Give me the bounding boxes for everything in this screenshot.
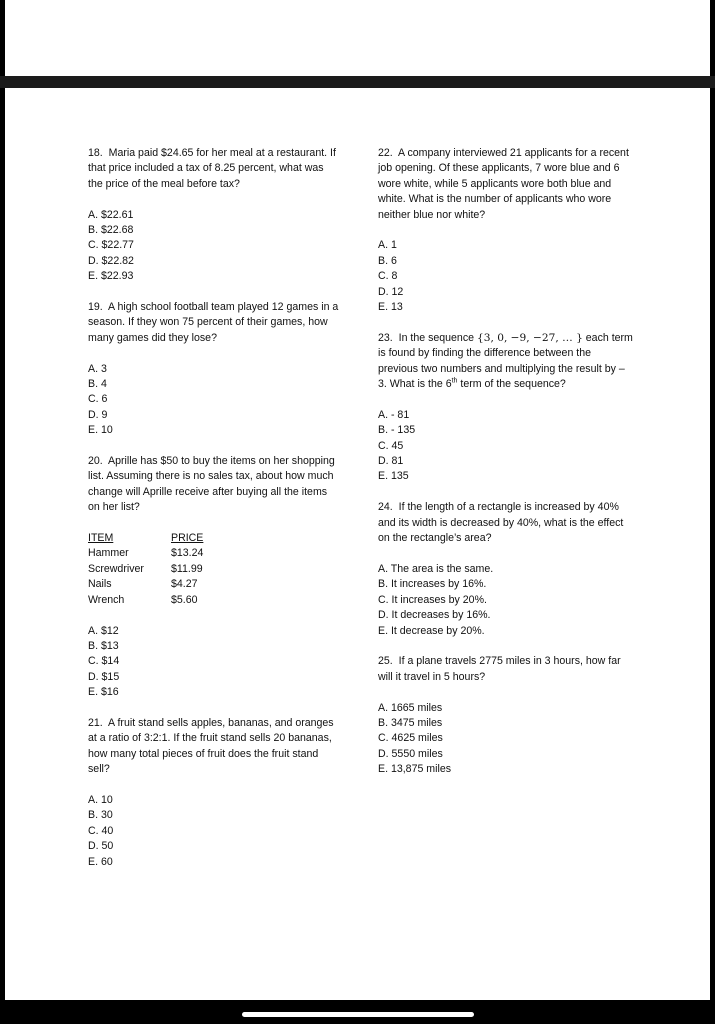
choice-e: E. 13,875 miles — [378, 763, 452, 776]
choice-b: B. 6 — [378, 254, 397, 267]
choice-b: B. $22.68 — [88, 224, 134, 237]
choice-a: A. 1 — [378, 239, 397, 252]
choice-e: E. $22.93 — [88, 270, 134, 283]
choice-d: D. It decreases by 16%. — [378, 609, 491, 622]
price-cell: $11.99 — [171, 562, 203, 575]
item-cell: Wrench — [88, 593, 125, 606]
item-cell: Nails — [88, 578, 112, 591]
choice-e: E. 135 — [378, 470, 409, 483]
choice-c: C. It increases by 20%. — [378, 593, 487, 606]
choice-b: B. - 135 — [378, 424, 416, 437]
question-19 — [88, 300, 340, 439]
choice-d: D. 12 — [378, 285, 404, 298]
shopping-list-table — [88, 531, 203, 608]
question-22-choices — [378, 238, 633, 315]
question-number: 21. — [88, 716, 103, 729]
table-row — [88, 562, 203, 577]
choice-c: C. 8 — [378, 270, 398, 283]
choice-e: E. It decrease by 20%. — [378, 624, 485, 637]
question-18-choices — [88, 208, 340, 285]
question-22 — [378, 146, 633, 315]
question-21 — [88, 716, 340, 870]
question-24-text — [378, 500, 633, 546]
question-21-choices — [88, 793, 340, 870]
left-column — [88, 146, 340, 885]
choice-c: C. 4625 miles — [378, 732, 443, 745]
question-number: 20. — [88, 455, 103, 468]
question-prompt: If a plane travels 2775 miles in 3 hours, how far will it travel in 5 hours? — [378, 655, 621, 683]
table-row — [88, 593, 203, 608]
choice-a: A. $22.61 — [88, 208, 134, 221]
question-18-text — [88, 146, 340, 192]
item-cell: Screwdriver — [88, 562, 144, 575]
choice-e: E. 13 — [378, 301, 403, 314]
choice-a: A. The area is the same. — [378, 562, 494, 575]
question-number: 22. — [378, 147, 393, 159]
question-18 — [88, 146, 340, 285]
table-row — [88, 577, 203, 592]
question-prompt: If the length of a rectangle is increased by 40% and its width is decreased by 40%, what is the effect on the rectangle’s area? — [378, 501, 624, 545]
question-25 — [378, 654, 633, 777]
question-prompt: Aprille has $50 to buy the items on her shopping list. Assuming there is no sales tax, about how much change will Aprille receive after buying all the items on her list? — [88, 455, 335, 514]
choice-d: D. 50 — [88, 840, 114, 853]
question-20 — [88, 454, 340, 700]
sequence-expression: {3, 0, −9, −27, … } — [476, 331, 583, 344]
worksheet-page — [5, 88, 710, 1000]
question-20-text — [88, 454, 340, 516]
choice-b: B. 3475 miles — [378, 716, 443, 729]
choice-c: C. 45 — [378, 439, 404, 452]
price-cell: $5.60 — [171, 593, 198, 606]
choice-e: E. $16 — [88, 686, 119, 699]
choice-d: D. 5550 miles — [378, 747, 443, 760]
question-prompt: A company interviewed 21 applicants for a recent job opening. Of these applicants, 7 wore blue and 6 wore white, while 5 applicants wore both blue and white. What is the number of applicants who wore neither blue nor white? — [378, 147, 629, 221]
right-column — [378, 146, 633, 793]
choice-b: B. $13 — [88, 639, 119, 652]
choice-c: C. $14 — [88, 655, 120, 668]
question-25-text — [378, 654, 633, 685]
item-cell: Hammer — [88, 547, 129, 560]
table-row — [88, 546, 203, 561]
column-header-price: PRICE — [171, 532, 204, 545]
question-24 — [378, 500, 633, 639]
question-prompt-middle: each term is found by finding the difference between the previous two numbers and multiplying the result by – 3. What is the 6 — [378, 331, 633, 391]
choice-a: A. $12 — [88, 624, 119, 637]
home-indicator[interactable] — [242, 1012, 474, 1017]
question-22-text — [378, 146, 633, 223]
choice-b: B. It increases by 16%. — [378, 578, 487, 591]
question-23-choices — [378, 408, 633, 485]
choice-c: C. 6 — [88, 393, 108, 406]
table-header-row — [88, 531, 203, 546]
question-prompt-end: term of the sequence? — [460, 378, 566, 391]
choice-a: A. 10 — [88, 793, 113, 806]
column-header-item: ITEM — [88, 532, 114, 545]
choice-d: D. $22.82 — [88, 254, 134, 267]
choice-b: B. 30 — [88, 809, 113, 822]
question-prompt-start: In the sequence — [398, 331, 475, 344]
question-number: 25. — [378, 655, 393, 668]
question-23 — [378, 331, 633, 485]
question-number: 18. — [88, 147, 103, 159]
question-number: 19. — [88, 301, 103, 314]
choice-a: A. 3 — [88, 362, 107, 375]
choice-c: C. 40 — [88, 824, 114, 837]
choice-a: A. - 81 — [378, 408, 410, 421]
question-24-choices — [378, 562, 633, 639]
question-20-choices — [88, 624, 340, 701]
page-separator — [0, 76, 715, 88]
question-number: 24. — [378, 501, 393, 514]
question-prompt: A fruit stand sells apples, bananas, and oranges at a ratio of 3:2:1. If the fruit stand sells 20 bananas, how many total pieces of fruit does the fruit stand sell? — [88, 716, 334, 776]
question-prompt: A high school football team played 12 games in a season. If they won 75 percent of their games, how many games did they lose? — [88, 301, 339, 344]
question-25-choices — [378, 701, 633, 778]
choice-d: D. $15 — [88, 670, 120, 683]
price-cell: $4.27 — [171, 578, 198, 591]
choice-d: D. 9 — [88, 408, 108, 421]
question-19-text — [88, 300, 340, 346]
question-21-text — [88, 716, 340, 778]
question-number: 23. — [378, 331, 393, 344]
choice-d: D. 81 — [378, 455, 404, 468]
question-23-text — [378, 331, 633, 393]
price-cell: $13.24 — [171, 547, 204, 560]
previous-page-bottom — [5, 0, 710, 76]
choice-e: E. 60 — [88, 855, 113, 868]
ordinal-superscript: th — [451, 377, 458, 385]
question-prompt: Maria paid $24.65 for her meal at a restaurant. If that price included a tax of 8.25 percent, what was the price of the meal before tax? — [88, 147, 336, 190]
question-19-choices — [88, 362, 340, 439]
choice-b: B. 4 — [88, 378, 107, 391]
choice-e: E. 10 — [88, 424, 113, 437]
choice-a: A. 1665 miles — [378, 701, 443, 714]
choice-c: C. $22.77 — [88, 239, 134, 252]
